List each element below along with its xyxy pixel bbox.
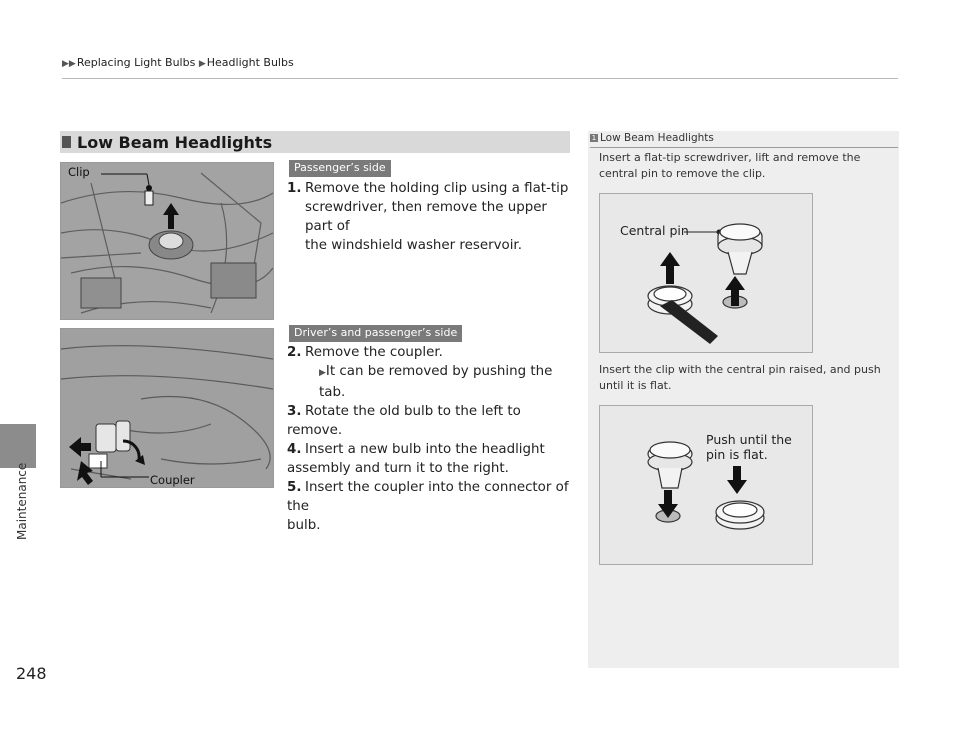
side-note-title	[590, 132, 714, 144]
central-pin-label: Central pin	[620, 223, 689, 238]
section-heading	[60, 131, 570, 153]
step-text: Insert a new bulb into the headlight	[305, 442, 545, 457]
step-text: Remove the coupler.	[305, 345, 443, 360]
engine-photo-coupler	[60, 328, 274, 488]
note-line: central pin to remove the clip.	[599, 167, 766, 180]
both-sides-tag: Driver’s and passenger’s side	[289, 325, 462, 342]
breadcrumb-item-light-bulbs[interactable]: Replacing Light Bulbs	[76, 56, 196, 69]
step-2-note	[287, 362, 577, 402]
passenger-side-tag: Passenger’s side	[289, 160, 391, 177]
step-text: the windshield washer reservoir.	[305, 238, 522, 253]
step-number: 2.	[287, 345, 302, 360]
heading-square-icon	[62, 136, 71, 148]
note-line: Insert a flat-tip screwdriver, lift and remove the	[599, 151, 861, 164]
coupler-label: Coupler	[150, 473, 195, 487]
step-number: 3.	[287, 404, 302, 419]
step-number: 4.	[287, 442, 302, 457]
step-text: Insert the coupler into the connector of the	[287, 480, 569, 514]
note-line: until it is flat.	[599, 379, 672, 392]
step-1	[287, 179, 577, 255]
diagram-label-line: pin is flat.	[706, 447, 768, 462]
breadcrumb-item-headlight-bulbs[interactable]: Headlight Bulbs	[206, 56, 294, 69]
steps-2-5	[287, 343, 577, 535]
note-divider	[590, 147, 898, 148]
step-subtext: It can be removed by pushing the tab.	[319, 364, 553, 400]
clip-install-diagram	[599, 405, 813, 565]
note-marker-icon: 1	[591, 134, 597, 142]
chapter-tab	[0, 424, 36, 468]
note-line: Insert the clip with the central pin raised, and push	[599, 363, 881, 376]
breadcrumb-arrow-icon: ▶▶	[62, 59, 76, 69]
page-number: 248	[16, 664, 47, 683]
header-divider	[62, 78, 898, 79]
engine-photo-illustration	[61, 163, 273, 319]
note-text-1	[599, 150, 889, 182]
note-title-text: Low Beam Headlights	[600, 132, 714, 144]
step-number: 1.	[287, 181, 302, 196]
diagram-label-line: Push until the	[706, 432, 792, 447]
clip-removal-diagram	[599, 193, 813, 353]
step-text: screwdriver, then remove the upper part of	[305, 200, 547, 234]
coupler-photo-illustration	[61, 329, 273, 487]
clip-removal-illustration	[600, 194, 812, 352]
clip-install-illustration	[600, 406, 812, 564]
step-text: Remove the holding clip using a flat-tip	[305, 181, 569, 196]
step-text: Rotate the old bulb to the left to remove.	[287, 404, 521, 438]
step-5	[287, 478, 577, 516]
step-3	[287, 402, 577, 440]
step-2	[287, 343, 577, 362]
step-text: bulb.	[287, 518, 321, 533]
breadcrumb-arrow-icon: ▶	[198, 59, 206, 69]
step-4	[287, 440, 577, 459]
note-arrow-icon: ▶	[319, 368, 326, 378]
clip-label: Clip	[68, 165, 90, 179]
step-number: 5.	[287, 480, 302, 495]
note-text-2	[599, 362, 889, 394]
engine-photo-clip	[60, 162, 274, 320]
chapter-label: Maintenance	[15, 462, 29, 540]
push-until-flat-label	[706, 432, 792, 462]
breadcrumb	[62, 56, 294, 69]
section-title: Low Beam Headlights	[77, 132, 273, 152]
step-text: assembly and turn it to the right.	[287, 461, 509, 476]
